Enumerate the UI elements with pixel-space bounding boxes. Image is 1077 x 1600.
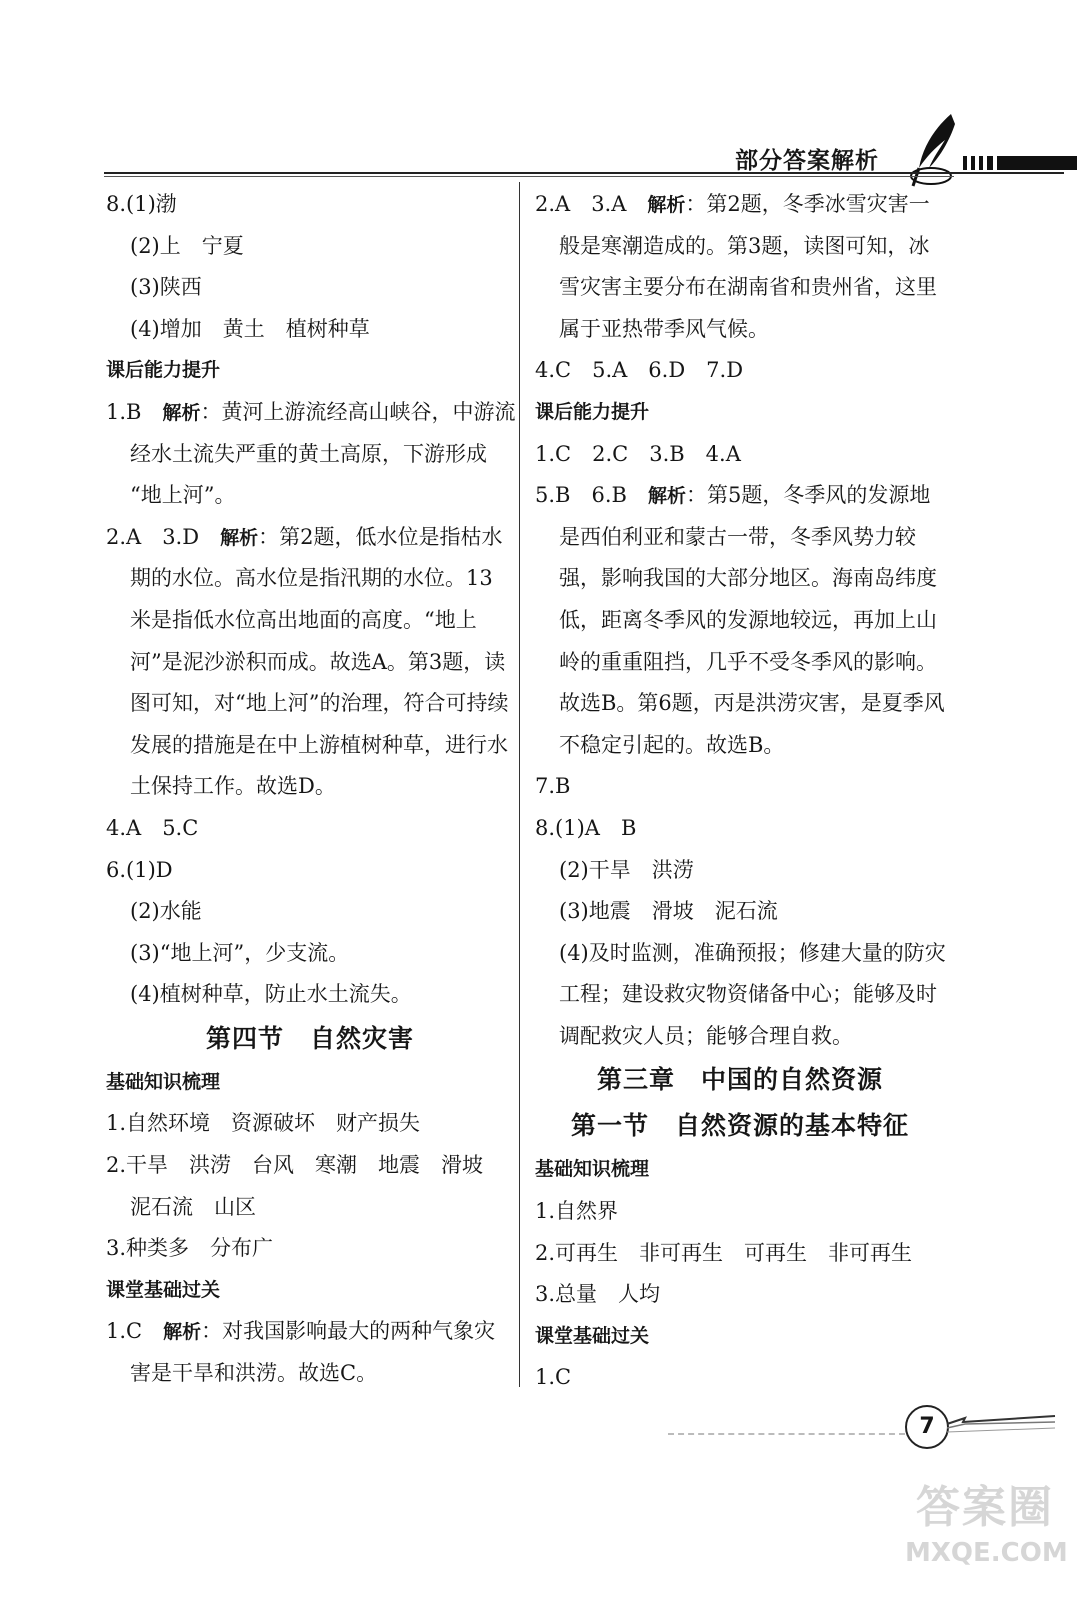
analysis-label: 解析 <box>647 485 686 508</box>
section-heading: 第三章 中国的自然资源 <box>596 1065 883 1095</box>
left-column <box>106 184 514 1395</box>
answer-line: 不稳定引起的。故选B。 <box>559 732 785 757</box>
answer-line: 河”是泥沙淤积而成。故选A。第3题，读 <box>130 649 506 674</box>
answer-line <box>106 392 514 434</box>
answer-line: 属于亚热带季风气候。 <box>559 316 769 341</box>
answer-line: 般是寒潮造成的。第3题，读图可知，冰 <box>559 233 930 258</box>
analysis-text: ：第5题，冬季风的发源地 <box>685 483 931 508</box>
answer-line: 图可知，对“地上河”的治理，符合可持续 <box>130 691 509 716</box>
answer-line: 1.自然界 <box>535 1199 619 1224</box>
header-bars-decoration <box>963 150 1077 174</box>
answer-line: 土保持工作。故选D。 <box>130 774 336 799</box>
answer-line: 是西伯利亚和蒙古一带，冬季风势力较 <box>559 524 916 549</box>
section-heading: 第一节 自然资源的基本特征 <box>570 1111 909 1141</box>
analysis-text: ：黄河上游流经高山峡谷，中游流 <box>200 399 516 424</box>
answer-line: 米是指低水位高出地面的高度。“地上 <box>130 607 477 632</box>
answer-line <box>535 475 945 517</box>
answer-line: 1.自然环境 资源破坏 财产损失 <box>106 1111 421 1136</box>
answer-number: 2.A 3.D <box>106 524 221 549</box>
watermark-logo-text: 答案圈 <box>916 1482 1054 1533</box>
analysis-label: 解析 <box>163 1321 202 1344</box>
answer-number: 1.C <box>106 1319 164 1344</box>
answer-line: “地上河”。 <box>130 483 236 508</box>
answer-line: 2.干旱 洪涝 台风 寒潮 地震 滑坡 <box>106 1153 484 1178</box>
answer-line: 故选B。第6题，丙是洪涝灾害，是夏季风 <box>559 691 945 716</box>
answer-line: 8.(1)渤 <box>106 192 177 216</box>
answer-line: 调配救灾人员；能够合理自救。 <box>559 1023 853 1048</box>
page-number-decoration <box>945 1410 1060 1435</box>
answer-line: (4)植树种草，防止水土流失。 <box>130 982 412 1007</box>
column-divider <box>519 182 520 1387</box>
subsection-label: 课后能力提升 <box>106 359 221 382</box>
answer-line: 雪灾害主要分布在湖南省和贵州省，这里 <box>559 275 937 300</box>
answer-line: (2)干旱 洪涝 <box>559 857 694 882</box>
answer-line <box>106 517 514 559</box>
watermark <box>905 1480 1068 1590</box>
answer-number: 5.B 6.B <box>535 483 648 508</box>
section-heading: 第四节 自然灾害 <box>205 1023 414 1053</box>
analysis-text: ：对我国影响最大的两种气象灾 <box>201 1319 496 1344</box>
answer-line: 3.种类多 分布广 <box>106 1236 274 1261</box>
analysis-label: 解析 <box>220 526 259 549</box>
subsection-label: 基础知识梳理 <box>106 1070 221 1093</box>
watermark-url: MXQE.COM <box>905 1538 1068 1568</box>
subsection-label: 课堂基础过关 <box>535 1324 650 1347</box>
answer-line: (3)“地上河”，少支流。 <box>130 940 350 965</box>
answer-line: 工程；建设救灾物资储备中心；能够及时 <box>559 982 937 1007</box>
answer-line: (4)增加 黄土 植树种草 <box>130 316 370 341</box>
answer-line: (3)陕西 <box>130 275 202 300</box>
answer-line: 3.总量 人均 <box>535 1282 661 1307</box>
analysis-text: ：第2题，冬季冰雪灾害一 <box>685 192 930 216</box>
analysis-label: 解析 <box>162 401 201 424</box>
answer-line: 泥石流 山区 <box>130 1194 256 1219</box>
header-rule-thin <box>104 176 954 177</box>
answer-line <box>535 184 945 226</box>
answer-line: 8.(1)A B <box>535 815 637 840</box>
answer-line: 1.C 2.C 3.B 4.A <box>535 441 741 466</box>
answer-number: 1.B <box>106 399 163 424</box>
answer-line: (2)上 宁夏 <box>130 233 244 258</box>
page-number: 7 <box>905 1405 949 1449</box>
subsection-label: 基础知识梳理 <box>535 1158 650 1181</box>
answer-line: 期的水位。高水位是指汛期的水位。13 <box>130 566 493 591</box>
subsection-label: 课堂基础过关 <box>106 1278 221 1301</box>
answer-line: 6.(1)D <box>106 857 173 882</box>
analysis-text: ：第2题，低水位是指枯水 <box>258 524 503 549</box>
answer-line: 1.C <box>535 1365 572 1390</box>
answer-line: (2)水能 <box>130 899 202 924</box>
answer-line: 2.可再生 非可再生 可再生 非可再生 <box>535 1240 913 1265</box>
header-title: 部分答案解析 <box>735 148 879 174</box>
answer-number: 2.A 3.A <box>535 192 648 216</box>
analysis-label: 解析 <box>647 194 686 216</box>
answer-line: 4.C 5.A 6.D 7.D <box>535 358 744 383</box>
answer-line: 岭的重重阻挡，几乎不受冬季风的影响。 <box>559 649 937 674</box>
quill-icon <box>905 110 965 190</box>
right-column <box>535 184 945 1399</box>
answer-line <box>106 1311 514 1353</box>
answer-line: 4.A 5.C <box>106 815 199 840</box>
answer-line: 害是干旱和洪涝。故选C。 <box>130 1361 378 1386</box>
answer-line: 低，距离冬季风的发源地较远，再加上山 <box>559 607 937 632</box>
answer-line: 经水土流失严重的黄土高原，下游形成 <box>130 441 487 466</box>
header-rule <box>104 172 1064 174</box>
answer-line: 7.B <box>535 774 571 799</box>
answer-line: (3)地震 滑坡 泥石流 <box>559 899 778 924</box>
footer-dotted-line <box>668 1433 905 1435</box>
answer-line: 发展的措施是在中上游植树种草，进行水 <box>130 732 508 757</box>
subsection-label: 课后能力提升 <box>535 400 650 423</box>
answer-line: (4)及时监测，准确预报；修建大量的防灾 <box>559 940 946 965</box>
answer-line: 强，影响我国的大部分地区。海南岛纬度 <box>559 566 937 591</box>
